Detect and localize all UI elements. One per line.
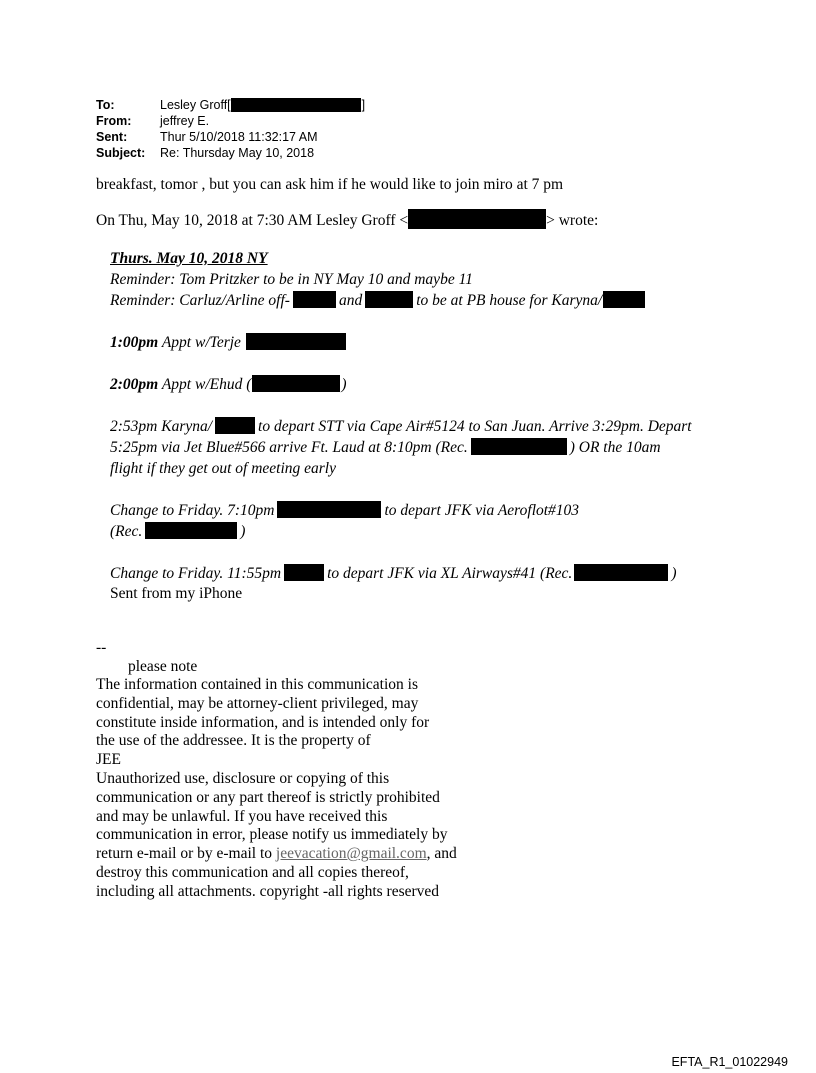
disclaimer-body — [96, 676, 457, 902]
flight-1-line-1 — [110, 416, 692, 437]
appt-2-text: Appt w/Ehud ( — [161, 376, 252, 393]
appt-1-text: Appt w/Terje — [161, 334, 241, 351]
to-row — [96, 97, 365, 113]
from-row — [96, 113, 365, 129]
change-text: to depart JFK via Aeroflot#103 — [384, 502, 580, 519]
disclaimer-line: JEE — [96, 751, 121, 769]
disclaimer-line: destroy this communication and all copies thereof, — [96, 863, 409, 881]
quote-intro — [96, 209, 598, 231]
subject-label: Subject: — [96, 146, 146, 160]
disclaimer-line: Unauthorized use, disclosure or copying of this — [96, 769, 390, 787]
quote-intro-after: > wrote: — [546, 212, 599, 229]
appt-1-time: 1:00pm — [110, 334, 159, 351]
subject-value: Re: Thursday May 10, 2018 — [160, 146, 315, 160]
flight-1-line-2 — [110, 437, 661, 458]
redaction-box — [145, 522, 237, 539]
appt-2-close: ) — [341, 376, 347, 393]
appt-2 — [110, 374, 347, 395]
change-text: Change to Friday. 11:55pm — [110, 565, 282, 582]
redaction-box — [252, 375, 340, 392]
redaction-box — [246, 333, 346, 350]
change-text: Change to Friday. 7:10pm — [110, 502, 275, 519]
flight-text: ) OR the 10am — [569, 439, 661, 456]
email-header — [96, 97, 365, 161]
flight-text: to depart STT via Cape Air#5124 to San Juan. Arrive 3:29pm. Depart — [258, 418, 692, 435]
change-text: (Rec. — [110, 523, 143, 540]
to-value: Lesley Groff[ — [160, 98, 231, 112]
reminder-1: Reminder: Tom Pritzker to be in NY May 10 and maybe 11 — [110, 271, 473, 288]
disclaimer-line: and may be unlawful. If you have received this — [96, 807, 388, 825]
disclaimer-line: The information contained in this communication is — [96, 676, 418, 693]
signature: Sent from my iPhone — [110, 585, 243, 602]
redaction-box — [603, 291, 645, 308]
disclaimer-dashes: -- — [96, 639, 107, 656]
disclaimer-email-line — [96, 845, 457, 864]
disclaimer-line: communication in error, please notify us immediately by — [96, 826, 448, 844]
disclaimer-line: confidential, may be attorney-client privileged, may — [96, 694, 419, 712]
sent-label: Sent: — [96, 130, 128, 144]
redaction-box — [293, 291, 336, 308]
schedule-heading: Thurs. May 10, 2018 NY — [110, 250, 268, 267]
appt-2-time: 2:00pm — [110, 376, 159, 393]
email-link[interactable]: jeevacation@gmail.com — [275, 845, 427, 863]
disclaimer-note: please note — [128, 658, 198, 675]
to-close: ] — [361, 98, 366, 112]
redaction-box — [408, 209, 546, 229]
redaction-box — [284, 564, 324, 581]
sent-value: Thur 5/10/2018 11:32:17 AM — [160, 130, 318, 144]
from-value: jeffrey E. — [160, 114, 210, 128]
document-id: EFTA_R1_01022949 — [671, 1055, 788, 1069]
appt-1 — [110, 332, 349, 353]
disclaimer-text: return e-mail or by e-mail to — [96, 845, 276, 863]
disclaimer-line: the use of the addressee. It is the property of — [96, 732, 371, 750]
subject-row — [96, 145, 365, 161]
sent-row — [96, 129, 365, 145]
reminder-2-part: to be at PB house for Karyna/ — [416, 292, 603, 309]
redaction-box — [215, 417, 255, 434]
redaction-box — [574, 564, 668, 581]
to-label: To: — [96, 98, 115, 112]
reply-text: breakfast, tomor , but you can ask him if he would like to join miro at 7 pm — [96, 176, 564, 193]
flight-text: 2:53pm Karyna/ — [110, 418, 213, 435]
redaction-box — [231, 98, 361, 112]
change-1-line-1 — [110, 500, 579, 521]
flight-text: 5:25pm via Jet Blue#566 arrive Ft. Laud at 8:10pm (Rec. — [110, 439, 468, 456]
flight-1-line-3: flight if they get out of meeting early — [110, 460, 336, 477]
reminder-2-part: and — [338, 292, 363, 309]
redaction-box — [365, 291, 413, 308]
reminder-2-part: Reminder: Carluz/Arline off- — [110, 292, 290, 309]
redaction-box — [277, 501, 381, 518]
quote-intro-before: On Thu, May 10, 2018 at 7:30 AM Lesley Groff < — [96, 212, 409, 229]
disclaimer-line: including all attachments. copyright -all rights reserved — [96, 882, 440, 900]
redaction-box — [471, 438, 567, 455]
disclaimer-line: communication or any part thereof is strictly prohibited — [96, 788, 440, 806]
change-text: to depart JFK via XL Airways#41 (Rec. — [327, 565, 573, 582]
change-text: ) — [240, 523, 246, 540]
change-1-line-2 — [110, 521, 245, 542]
from-label: From: — [96, 114, 132, 128]
reminder-2 — [110, 290, 648, 311]
disclaimer-text: , and — [426, 845, 457, 863]
disclaimer-line: constitute inside information, and is intended only for — [96, 713, 430, 731]
change-text: ) — [671, 565, 677, 582]
change-2 — [110, 563, 676, 584]
